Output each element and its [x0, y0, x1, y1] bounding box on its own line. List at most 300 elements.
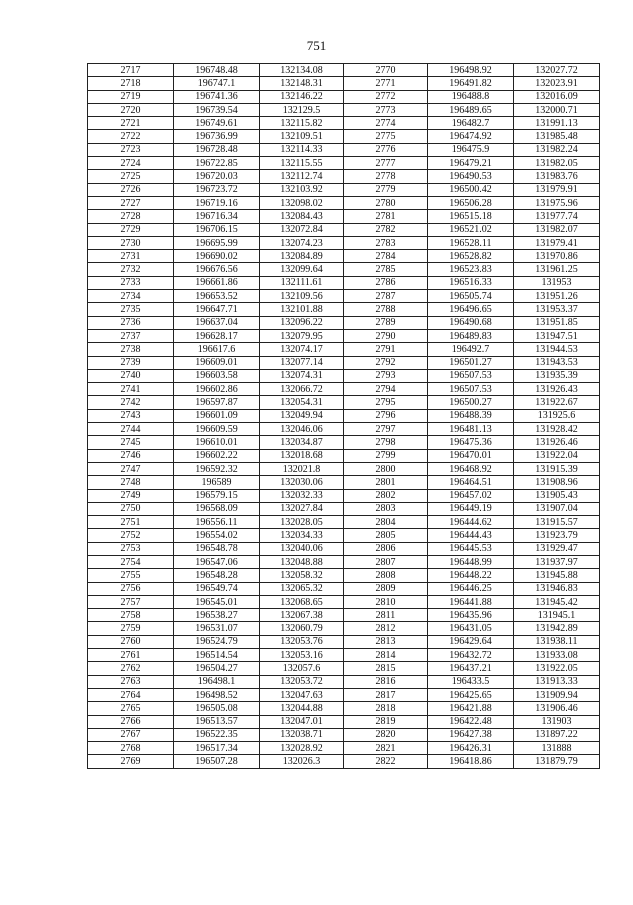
cell-x-coordinate: 196739.54	[174, 103, 260, 116]
cell-x-coordinate: 196514.54	[174, 649, 260, 662]
table-row	[88, 170, 600, 183]
cell-x-coordinate: 196432.72	[428, 649, 514, 662]
cell-y-coordinate: 132074.23	[260, 236, 344, 249]
table-row	[88, 276, 600, 289]
cell-point-number: 2737	[88, 329, 174, 342]
table-row	[88, 595, 600, 608]
cell-point-number: 2738	[88, 343, 174, 356]
cell-point-number: 2744	[88, 423, 174, 436]
cell-point-number: 2761	[88, 649, 174, 662]
cell-x-coordinate: 196470.01	[428, 449, 514, 462]
cell-y-coordinate: 131975.96	[514, 196, 600, 209]
cell-point-number: 2806	[344, 542, 428, 555]
table-row	[88, 210, 600, 223]
cell-y-coordinate: 131906.46	[514, 702, 600, 715]
table-row	[88, 303, 600, 316]
cell-y-coordinate: 132072.84	[260, 223, 344, 236]
cell-y-coordinate: 131922.67	[514, 396, 600, 409]
cell-point-number: 2814	[344, 649, 428, 662]
cell-x-coordinate: 196496.65	[428, 303, 514, 316]
cell-point-number: 2815	[344, 662, 428, 675]
cell-x-coordinate: 196513.57	[174, 715, 260, 728]
cell-y-coordinate: 131923.79	[514, 529, 600, 542]
cell-x-coordinate: 196723.72	[174, 183, 260, 196]
cell-x-coordinate: 196433.5	[428, 675, 514, 688]
cell-x-coordinate: 196504.27	[174, 662, 260, 675]
cell-x-coordinate: 196498.52	[174, 688, 260, 701]
cell-y-coordinate: 132067.38	[260, 609, 344, 622]
cell-point-number: 2789	[344, 316, 428, 329]
cell-point-number: 2778	[344, 170, 428, 183]
cell-y-coordinate: 131897.22	[514, 728, 600, 741]
cell-y-coordinate: 132084.43	[260, 210, 344, 223]
cell-x-coordinate: 196505.08	[174, 702, 260, 715]
cell-point-number: 2727	[88, 196, 174, 209]
cell-point-number: 2760	[88, 635, 174, 648]
cell-y-coordinate: 131982.05	[514, 157, 600, 170]
cell-x-coordinate: 196741.36	[174, 90, 260, 103]
cell-y-coordinate: 132109.56	[260, 290, 344, 303]
table-row	[88, 582, 600, 595]
cell-y-coordinate: 132077.14	[260, 356, 344, 369]
cell-point-number: 2821	[344, 742, 428, 755]
cell-point-number: 2794	[344, 383, 428, 396]
cell-y-coordinate: 132098.02	[260, 196, 344, 209]
cell-x-coordinate: 196507.28	[174, 755, 260, 768]
table-row	[88, 157, 600, 170]
coordinates-table	[87, 63, 600, 769]
cell-y-coordinate: 132054.31	[260, 396, 344, 409]
cell-x-coordinate: 196653.52	[174, 290, 260, 303]
cell-y-coordinate: 131907.04	[514, 502, 600, 515]
cell-y-coordinate: 132068.65	[260, 595, 344, 608]
table-row	[88, 569, 600, 582]
table-row	[88, 715, 600, 728]
table-row	[88, 223, 600, 236]
cell-x-coordinate: 196706.15	[174, 223, 260, 236]
cell-point-number: 2753	[88, 542, 174, 555]
cell-point-number: 2722	[88, 130, 174, 143]
cell-x-coordinate: 196548.28	[174, 569, 260, 582]
cell-x-coordinate: 196522.35	[174, 728, 260, 741]
cell-x-coordinate: 196498.1	[174, 675, 260, 688]
cell-point-number: 2811	[344, 609, 428, 622]
cell-y-coordinate: 132066.72	[260, 383, 344, 396]
cell-point-number: 2765	[88, 702, 174, 715]
cell-point-number: 2779	[344, 183, 428, 196]
cell-point-number: 2741	[88, 383, 174, 396]
cell-y-coordinate: 131979.91	[514, 183, 600, 196]
cell-x-coordinate: 196427.38	[428, 728, 514, 741]
cell-point-number: 2719	[88, 90, 174, 103]
cell-y-coordinate: 132109.51	[260, 130, 344, 143]
cell-y-coordinate: 131905.43	[514, 489, 600, 502]
cell-x-coordinate: 196548.78	[174, 542, 260, 555]
table-row	[88, 502, 600, 515]
cell-point-number: 2791	[344, 343, 428, 356]
cell-point-number: 2748	[88, 476, 174, 489]
cell-x-coordinate: 196481.13	[428, 423, 514, 436]
cell-x-coordinate: 196749.61	[174, 117, 260, 130]
table-row	[88, 90, 600, 103]
cell-point-number: 2754	[88, 555, 174, 568]
table-row	[88, 622, 600, 635]
cell-y-coordinate: 131926.46	[514, 436, 600, 449]
table-row	[88, 728, 600, 741]
cell-point-number: 2777	[344, 157, 428, 170]
cell-point-number: 2790	[344, 329, 428, 342]
cell-y-coordinate: 132084.89	[260, 250, 344, 263]
table-row	[88, 77, 600, 90]
cell-y-coordinate: 131953.37	[514, 303, 600, 316]
cell-x-coordinate: 196431.05	[428, 622, 514, 635]
cell-y-coordinate: 132047.01	[260, 715, 344, 728]
cell-y-coordinate: 132060.79	[260, 622, 344, 635]
cell-point-number: 2796	[344, 409, 428, 422]
cell-point-number: 2726	[88, 183, 174, 196]
cell-y-coordinate: 132040.06	[260, 542, 344, 555]
table-row	[88, 662, 600, 675]
cell-point-number: 2798	[344, 436, 428, 449]
table-row	[88, 702, 600, 715]
cell-y-coordinate: 131982.07	[514, 223, 600, 236]
page-number: 751	[306, 38, 327, 53]
cell-x-coordinate: 196538.27	[174, 609, 260, 622]
cell-point-number: 2764	[88, 688, 174, 701]
cell-y-coordinate: 132053.16	[260, 649, 344, 662]
cell-point-number: 2818	[344, 702, 428, 715]
cell-point-number: 2816	[344, 675, 428, 688]
cell-point-number: 2822	[344, 755, 428, 768]
cell-y-coordinate: 132053.76	[260, 635, 344, 648]
cell-point-number: 2740	[88, 369, 174, 382]
cell-y-coordinate: 132028.92	[260, 742, 344, 755]
table-row	[88, 329, 600, 342]
cell-x-coordinate: 196676.56	[174, 263, 260, 276]
table-row	[88, 236, 600, 249]
cell-x-coordinate: 196747.1	[174, 77, 260, 90]
cell-x-coordinate: 196505.74	[428, 290, 514, 303]
cell-point-number: 2731	[88, 250, 174, 263]
cell-x-coordinate: 196736.99	[174, 130, 260, 143]
cell-y-coordinate: 132034.87	[260, 436, 344, 449]
cell-point-number: 2792	[344, 356, 428, 369]
cell-point-number: 2763	[88, 675, 174, 688]
cell-x-coordinate: 196489.83	[428, 329, 514, 342]
cell-point-number: 2807	[344, 555, 428, 568]
cell-point-number: 2812	[344, 622, 428, 635]
cell-y-coordinate: 131945.1	[514, 609, 600, 622]
cell-x-coordinate: 196748.48	[174, 64, 260, 77]
cell-y-coordinate: 131926.43	[514, 383, 600, 396]
cell-x-coordinate: 196556.11	[174, 516, 260, 529]
table-row	[88, 462, 600, 475]
cell-point-number: 2750	[88, 502, 174, 515]
cell-x-coordinate: 196516.33	[428, 276, 514, 289]
cell-x-coordinate: 196719.16	[174, 196, 260, 209]
cell-x-coordinate: 196489.65	[428, 103, 514, 116]
cell-x-coordinate: 196425.65	[428, 688, 514, 701]
cell-point-number: 2801	[344, 476, 428, 489]
table-row	[88, 130, 600, 143]
cell-x-coordinate: 196498.92	[428, 64, 514, 77]
cell-point-number: 2793	[344, 369, 428, 382]
cell-x-coordinate: 196549.74	[174, 582, 260, 595]
cell-y-coordinate: 131915.57	[514, 516, 600, 529]
cell-x-coordinate: 196435.96	[428, 609, 514, 622]
cell-x-coordinate: 196728.48	[174, 143, 260, 156]
cell-y-coordinate: 132057.6	[260, 662, 344, 675]
cell-x-coordinate: 196603.58	[174, 369, 260, 382]
cell-x-coordinate: 196448.22	[428, 569, 514, 582]
cell-point-number: 2768	[88, 742, 174, 755]
cell-point-number: 2758	[88, 609, 174, 622]
cell-point-number: 2735	[88, 303, 174, 316]
cell-y-coordinate: 132096.22	[260, 316, 344, 329]
cell-x-coordinate: 196722.85	[174, 157, 260, 170]
cell-point-number: 2808	[344, 569, 428, 582]
cell-y-coordinate: 132148.31	[260, 77, 344, 90]
cell-y-coordinate: 132044.88	[260, 702, 344, 715]
cell-x-coordinate: 196609.59	[174, 423, 260, 436]
cell-y-coordinate: 132146.22	[260, 90, 344, 103]
cell-point-number: 2800	[344, 462, 428, 475]
table-row	[88, 529, 600, 542]
cell-point-number: 2729	[88, 223, 174, 236]
cell-y-coordinate: 132027.84	[260, 502, 344, 515]
table-row	[88, 143, 600, 156]
table-row	[88, 635, 600, 648]
cell-y-coordinate: 131945.88	[514, 569, 600, 582]
cell-point-number: 2788	[344, 303, 428, 316]
cell-x-coordinate: 196500.27	[428, 396, 514, 409]
cell-x-coordinate: 196609.01	[174, 356, 260, 369]
cell-y-coordinate: 131943.53	[514, 356, 600, 369]
cell-x-coordinate: 196475.36	[428, 436, 514, 449]
cell-point-number: 2783	[344, 236, 428, 249]
cell-x-coordinate: 196589	[174, 476, 260, 489]
cell-y-coordinate: 132018.68	[260, 449, 344, 462]
cell-x-coordinate: 196602.86	[174, 383, 260, 396]
cell-x-coordinate: 196524.79	[174, 635, 260, 648]
cell-point-number: 2774	[344, 117, 428, 130]
table-row	[88, 649, 600, 662]
cell-x-coordinate: 196482.7	[428, 117, 514, 130]
cell-point-number: 2797	[344, 423, 428, 436]
table-row	[88, 183, 600, 196]
cell-x-coordinate: 196474.92	[428, 130, 514, 143]
cell-y-coordinate: 132000.71	[514, 103, 600, 116]
cell-point-number: 2785	[344, 263, 428, 276]
cell-y-coordinate: 132049.94	[260, 409, 344, 422]
cell-x-coordinate: 196695.99	[174, 236, 260, 249]
cell-y-coordinate: 132074.17	[260, 343, 344, 356]
cell-y-coordinate: 131946.83	[514, 582, 600, 595]
cell-point-number: 2752	[88, 529, 174, 542]
cell-y-coordinate: 132047.63	[260, 688, 344, 701]
table-row	[88, 675, 600, 688]
cell-y-coordinate: 131922.04	[514, 449, 600, 462]
cell-x-coordinate: 196501.27	[428, 356, 514, 369]
cell-y-coordinate: 131879.79	[514, 755, 600, 768]
cell-y-coordinate: 131951.85	[514, 316, 600, 329]
cell-x-coordinate: 196597.87	[174, 396, 260, 409]
table-row	[88, 516, 600, 529]
cell-point-number: 2784	[344, 250, 428, 263]
cell-x-coordinate: 196444.62	[428, 516, 514, 529]
cell-x-coordinate: 196602.22	[174, 449, 260, 462]
cell-x-coordinate: 196507.53	[428, 369, 514, 382]
table-row	[88, 383, 600, 396]
cell-point-number: 2757	[88, 595, 174, 608]
cell-y-coordinate: 131909.94	[514, 688, 600, 701]
cell-x-coordinate: 196422.48	[428, 715, 514, 728]
cell-y-coordinate: 131982.24	[514, 143, 600, 156]
cell-y-coordinate: 132028.05	[260, 516, 344, 529]
table-row	[88, 103, 600, 116]
cell-x-coordinate: 196492.7	[428, 343, 514, 356]
cell-point-number: 2717	[88, 64, 174, 77]
cell-x-coordinate: 196491.82	[428, 77, 514, 90]
cell-x-coordinate: 196506.28	[428, 196, 514, 209]
cell-point-number: 2720	[88, 103, 174, 116]
cell-y-coordinate: 131903	[514, 715, 600, 728]
cell-y-coordinate: 131991.13	[514, 117, 600, 130]
cell-point-number: 2728	[88, 210, 174, 223]
cell-y-coordinate: 131970.86	[514, 250, 600, 263]
cell-x-coordinate: 196468.92	[428, 462, 514, 475]
cell-y-coordinate: 132065.32	[260, 582, 344, 595]
table-row	[88, 688, 600, 701]
cell-point-number: 2799	[344, 449, 428, 462]
cell-point-number: 2773	[344, 103, 428, 116]
cell-x-coordinate: 196592.32	[174, 462, 260, 475]
cell-point-number: 2782	[344, 223, 428, 236]
cell-x-coordinate: 196568.09	[174, 502, 260, 515]
table-row	[88, 609, 600, 622]
cell-point-number: 2718	[88, 77, 174, 90]
cell-x-coordinate: 196475.9	[428, 143, 514, 156]
cell-y-coordinate: 131985.48	[514, 130, 600, 143]
cell-y-coordinate: 132038.71	[260, 728, 344, 741]
cell-y-coordinate: 131942.89	[514, 622, 600, 635]
cell-x-coordinate: 196647.71	[174, 303, 260, 316]
table-row	[88, 196, 600, 209]
cell-y-coordinate: 132032.33	[260, 489, 344, 502]
cell-y-coordinate: 132034.33	[260, 529, 344, 542]
cell-point-number: 2802	[344, 489, 428, 502]
cell-point-number: 2795	[344, 396, 428, 409]
cell-y-coordinate: 131937.97	[514, 555, 600, 568]
cell-y-coordinate: 132101.88	[260, 303, 344, 316]
cell-x-coordinate: 196490.53	[428, 170, 514, 183]
cell-y-coordinate: 132016.09	[514, 90, 600, 103]
cell-x-coordinate: 196545.01	[174, 595, 260, 608]
cell-x-coordinate: 196637.04	[174, 316, 260, 329]
table-row	[88, 64, 600, 77]
cell-y-coordinate: 131944.53	[514, 343, 600, 356]
cell-x-coordinate: 196531.07	[174, 622, 260, 635]
cell-point-number: 2817	[344, 688, 428, 701]
table-row	[88, 263, 600, 276]
cell-y-coordinate: 131979.41	[514, 236, 600, 249]
cell-x-coordinate: 196610.01	[174, 436, 260, 449]
cell-y-coordinate: 131983.76	[514, 170, 600, 183]
cell-y-coordinate: 132115.55	[260, 157, 344, 170]
cell-x-coordinate: 196528.11	[428, 236, 514, 249]
cell-y-coordinate: 132111.61	[260, 276, 344, 289]
cell-y-coordinate: 132103.92	[260, 183, 344, 196]
cell-point-number: 2819	[344, 715, 428, 728]
cell-point-number: 2781	[344, 210, 428, 223]
table-row	[88, 755, 600, 768]
table-row	[88, 343, 600, 356]
cell-x-coordinate: 196429.64	[428, 635, 514, 648]
cell-x-coordinate: 196437.21	[428, 662, 514, 675]
cell-x-coordinate: 196547.06	[174, 555, 260, 568]
cell-point-number: 2820	[344, 728, 428, 741]
cell-y-coordinate: 132053.72	[260, 675, 344, 688]
cell-y-coordinate: 132114.33	[260, 143, 344, 156]
cell-y-coordinate: 132074.31	[260, 369, 344, 382]
table-row	[88, 369, 600, 382]
cell-x-coordinate: 196479.21	[428, 157, 514, 170]
cell-y-coordinate: 132048.88	[260, 555, 344, 568]
cell-point-number: 2723	[88, 143, 174, 156]
cell-x-coordinate: 196507.53	[428, 383, 514, 396]
cell-x-coordinate: 196690.02	[174, 250, 260, 263]
cell-x-coordinate: 196464.51	[428, 476, 514, 489]
cell-point-number: 2745	[88, 436, 174, 449]
cell-point-number: 2743	[88, 409, 174, 422]
table-row	[88, 542, 600, 555]
cell-x-coordinate: 196617.6	[174, 343, 260, 356]
cell-y-coordinate: 132046.06	[260, 423, 344, 436]
table-row	[88, 290, 600, 303]
table-row	[88, 449, 600, 462]
cell-x-coordinate: 196661.86	[174, 276, 260, 289]
cell-point-number: 2771	[344, 77, 428, 90]
table-row	[88, 409, 600, 422]
cell-point-number: 2732	[88, 263, 174, 276]
cell-y-coordinate: 131938.11	[514, 635, 600, 648]
cell-x-coordinate: 196720.03	[174, 170, 260, 183]
cell-point-number: 2766	[88, 715, 174, 728]
cell-x-coordinate: 196426.31	[428, 742, 514, 755]
cell-y-coordinate: 131915.39	[514, 462, 600, 475]
cell-point-number: 2747	[88, 462, 174, 475]
table-row	[88, 476, 600, 489]
cell-x-coordinate: 196444.43	[428, 529, 514, 542]
cell-point-number: 2767	[88, 728, 174, 741]
cell-x-coordinate: 196441.88	[428, 595, 514, 608]
cell-point-number: 2809	[344, 582, 428, 595]
cell-point-number: 2805	[344, 529, 428, 542]
cell-y-coordinate: 131977.74	[514, 210, 600, 223]
table-row	[88, 356, 600, 369]
cell-point-number: 2746	[88, 449, 174, 462]
cell-y-coordinate: 131951.26	[514, 290, 600, 303]
table-row	[88, 489, 600, 502]
cell-y-coordinate: 132129.5	[260, 103, 344, 116]
cell-y-coordinate: 131961.25	[514, 263, 600, 276]
cell-point-number: 2742	[88, 396, 174, 409]
cell-x-coordinate: 196523.83	[428, 263, 514, 276]
cell-point-number: 2769	[88, 755, 174, 768]
cell-x-coordinate: 196421.88	[428, 702, 514, 715]
cell-x-coordinate: 196515.18	[428, 210, 514, 223]
cell-point-number: 2780	[344, 196, 428, 209]
